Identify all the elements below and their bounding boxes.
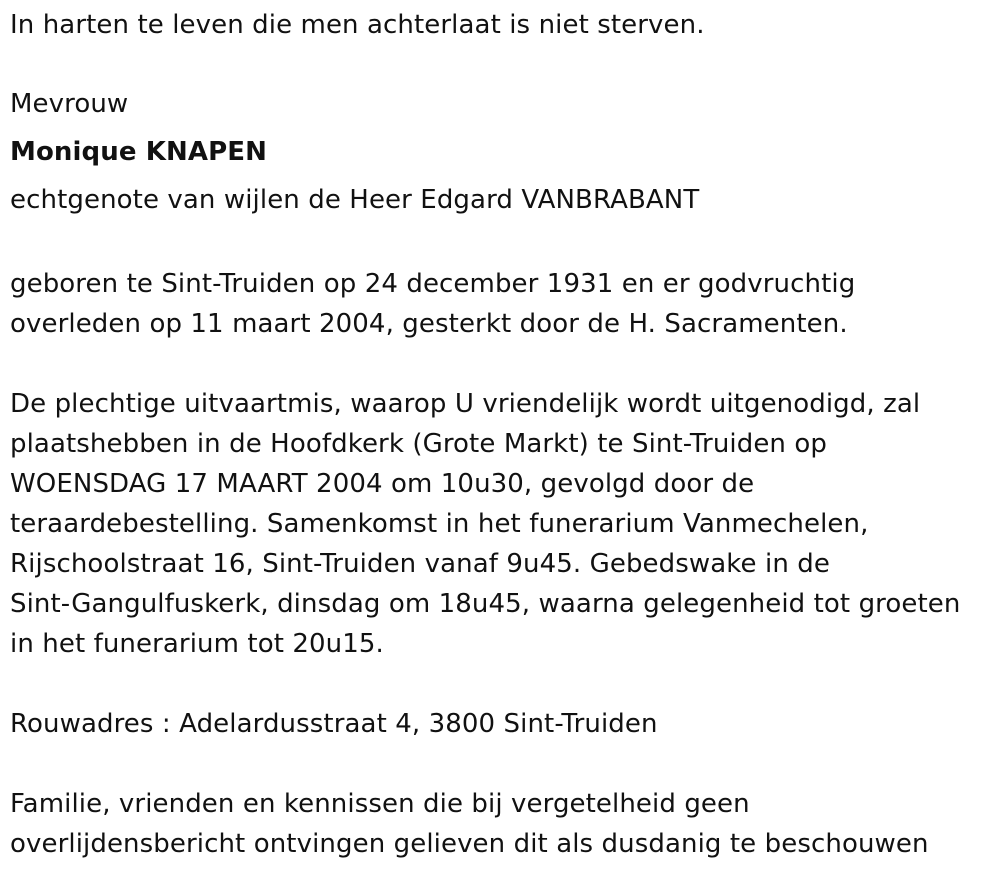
paragraph-line: De plechtige uitvaartmis, waarop U vriendelijk wordt uitgenodigd, zal [10,389,921,419]
paragraph-line: WOENSDAG 17 MAART 2004 om 10u30, gevolgd door de [10,469,755,499]
deceased-name: Monique KNAPEN [10,137,267,167]
birth-death-paragraph [10,264,995,344]
obituary-document [10,0,995,864]
closing-paragraph [10,784,995,864]
address-paragraph [10,704,995,744]
mourning-address: Rouwadres : Adelardusstraat 4, 3800 Sint-Truiden [10,709,658,739]
paragraph-line: in het funerarium tot 20u15. [10,629,384,659]
paragraph-line: Rijschoolstraat 16, Sint-Truiden vanaf 9u45. Gebedswake in de [10,549,830,579]
paragraph-line: teraardebestelling. Samenkomst in het funerarium Vanmechelen, [10,509,869,539]
paragraph-line: geboren te Sint-Truiden op 24 december 1931 en er godvruchtig [10,269,856,299]
deceased-block [10,80,995,224]
paragraph-line: Sint-Gangulfuskerk, dinsdag om 18u45, waarna gelegenheid tot groeten [10,589,961,619]
paragraph-line: plaatshebben in de Hoofdkerk (Grote Markt) te Sint-Truiden op [10,429,827,459]
paragraph-line: Familie, vrienden en kennissen die bij vergetelheid geen [10,789,750,819]
honorific: Mevrouw [10,89,129,119]
paragraph-line: overleden op 11 maart 2004, gesterkt door de H. Sacramenten. [10,309,848,339]
motto-text: In harten te leven die men achterlaat is niet sterven. [10,10,705,40]
motto-paragraph [10,5,995,45]
spouse-line: echtgenote van wijlen de Heer Edgard VANBRABANT [10,185,700,215]
funeral-paragraph [10,384,995,664]
paragraph-line: overlijdensbericht ontvingen gelieven dit als dusdanig te beschouwen [10,829,929,859]
